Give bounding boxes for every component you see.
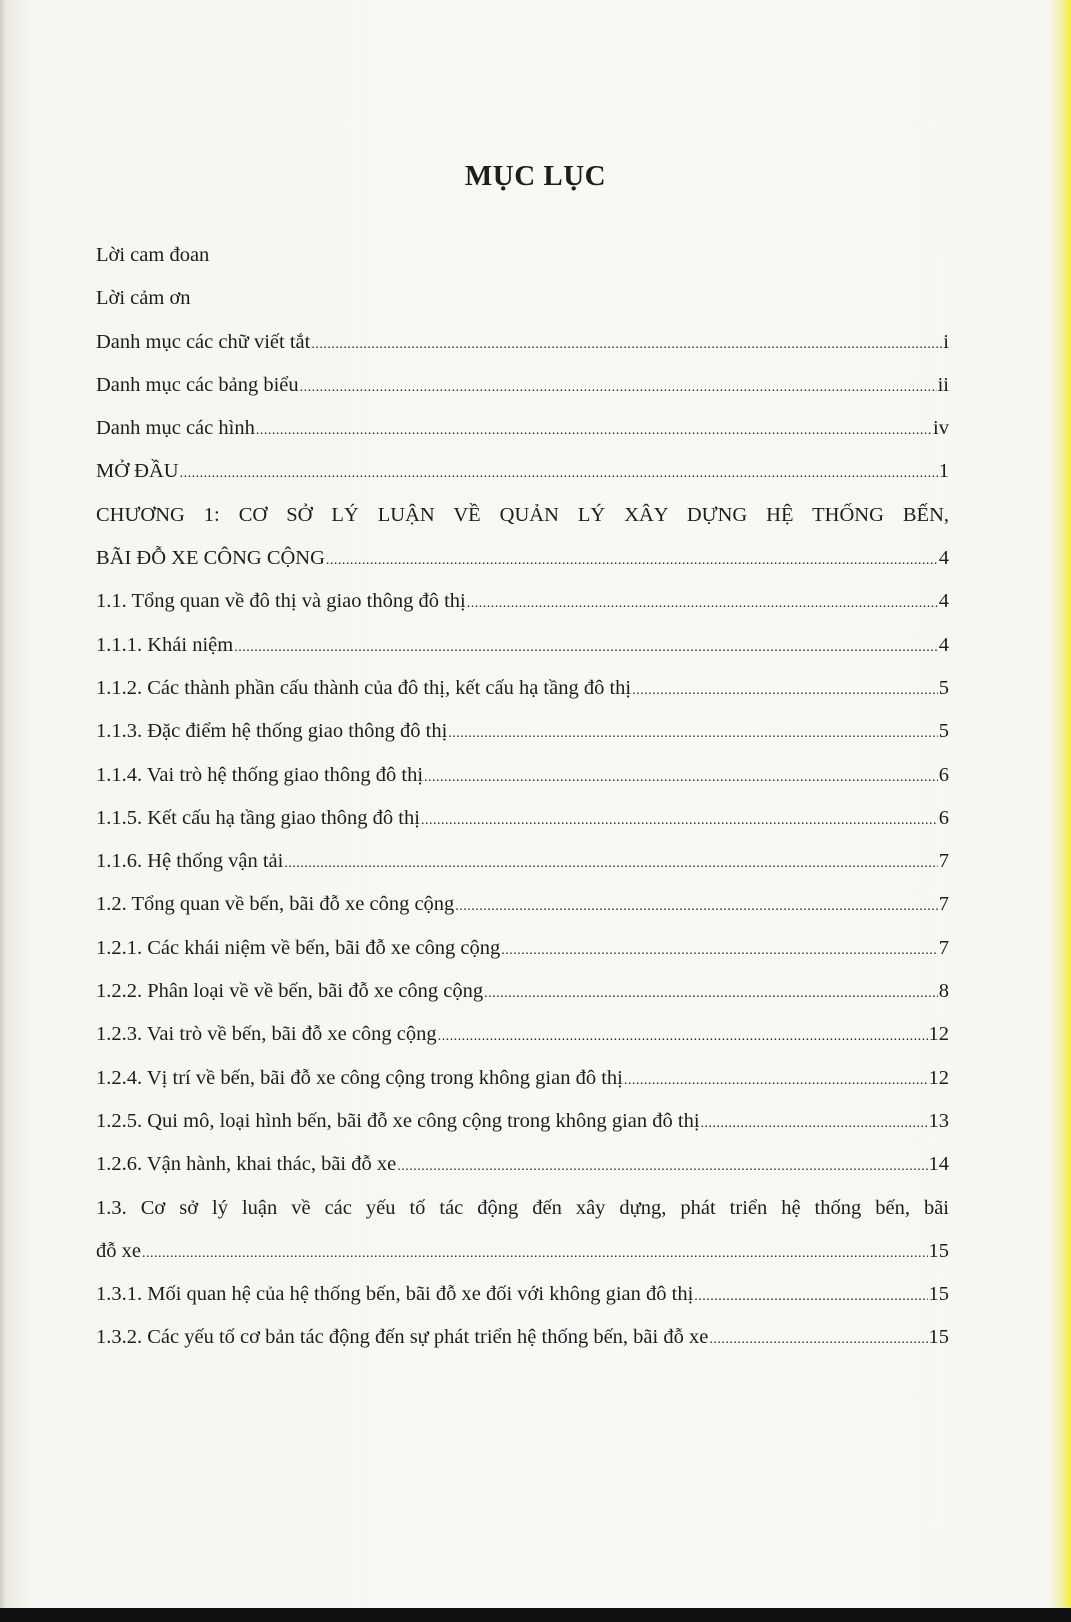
toc-page-number: 8 [938,980,949,1003]
toc-entry [96,1322,949,1365]
toc-entry [96,846,949,889]
toc-page-number: 4 [938,547,949,570]
dot-leader [256,413,932,446]
toc-entry-title: 1.2.5. Qui mô, loại hình bến, bãi đỗ xe công cộng trong không gian đô thị [96,1109,700,1132]
toc-entry [96,1106,949,1149]
toc-entry-title: BÃI ĐỖ XE CÔNG CỘNG [96,547,325,570]
toc-page-number: 1 [938,460,949,483]
dot-leader [701,1106,928,1139]
scan-edge [0,1608,1071,1622]
dot-leader [421,803,938,836]
toc-entry [96,1019,949,1062]
toc-entry-title: 1.2.2. Phân loại về về bến, bãi đỗ xe công cộng [96,980,484,1003]
toc-entry-title: 1.2. Tổng quan về bến, bãi đỗ xe công cộng [96,893,455,916]
toc-entry-title: 1.2.6. Vận hành, khai thác, bãi đỗ xe [96,1153,397,1176]
toc-page-number: 4 [938,633,949,656]
dot-leader [300,370,937,403]
toc-entry-title: 1.2.3. Vai trò về bến, bãi đỗ xe công cộng [96,1023,437,1046]
toc-page-number: 15 [928,1239,949,1262]
dot-leader [397,1149,927,1182]
toc-page-number: 5 [938,720,949,743]
toc-page-number: 6 [938,763,949,786]
toc-entry-title: 1.2.4. Vị trí về bến, bãi đỗ xe công cộng trong không gian đô thị [96,1066,623,1089]
toc-entry-line [96,1193,949,1236]
toc-entry-title: 1.1.5. Kết cấu hạ tầng giao thông đô thị [96,806,420,829]
toc-entry [96,543,949,586]
toc-page-number: 7 [938,936,949,959]
toc-entry [96,760,949,803]
dot-leader [326,543,938,576]
dot-leader [438,1019,928,1052]
toc-page-number: 15 [928,1283,949,1306]
toc-entry-title: CHƯƠNG 1: CƠ SỞ LÝ LUẬN VỀ QUẢN LÝ XÂY DỰNG HỆ THỐNG BẾN, [96,503,949,526]
dot-leader [284,846,937,879]
toc-entry-title: 1.1.2. Các thành phần cấu thành của đô thị, kết cấu hạ tầng đô thị [96,676,632,699]
toc-entry [96,889,949,932]
toc-page-number: 14 [928,1153,949,1176]
toc-page-number: 7 [938,893,949,916]
toc-entry-line [96,500,949,543]
toc-entry [96,976,949,1019]
toc-entry-title: Lời cảm ơn [96,287,191,310]
toc-page-number: 12 [928,1066,949,1089]
toc-entry [96,673,949,716]
toc-entry-title: 1.1.3. Đặc điểm hệ thống giao thông đô thị [96,720,448,743]
toc-page-number: 4 [938,590,949,613]
dot-leader [424,760,938,793]
dot-leader [455,889,937,922]
toc-entry [96,327,949,370]
toc-entry-title: 1.3. Cơ sở lý luận về các yếu tố tác động đến xây dựng, phát triển hệ thống bến, bãi [96,1196,949,1219]
dot-leader [484,976,938,1009]
table-of-contents [96,240,949,1366]
dot-leader [467,586,938,619]
toc-entry-title: 1.2.1. Các khái niệm về bến, bãi đỗ xe công cộng [96,936,501,959]
toc-entry-title: Lời cam đoan [96,244,210,266]
dot-leader [311,327,942,360]
toc-entry-title: 1.1. Tổng quan về đô thị và giao thông đô thị [96,590,466,613]
toc-entry [96,240,949,283]
toc-entry-title: MỞ ĐẦU [96,460,179,483]
toc-page-number: iv [933,417,949,440]
toc-page-number: i [943,330,949,353]
toc-entry [96,1149,949,1192]
dot-leader [632,673,938,706]
dot-leader [180,456,938,489]
toc-entry-title: 1.3.2. Các yếu tố cơ bản tác động đến sự phát triển hệ thống bến, bãi đỗ xe [96,1326,709,1349]
toc-page-number: 15 [928,1326,949,1349]
toc-page-number: 7 [938,850,949,873]
toc-entry-title: Danh mục các chữ viết tắt [96,330,311,353]
dot-leader [448,716,937,749]
dot-leader [709,1322,927,1355]
toc-page-number: ii [937,373,949,396]
toc-entry [96,1236,949,1279]
toc-entry [96,803,949,846]
toc-entry-title: 1.1.4. Vai trò hệ thống giao thông đô thị [96,763,424,786]
toc-entry-title: Danh mục các bảng biểu [96,373,299,396]
page-title: MỤC LỤC [464,160,607,192]
toc-entry-title: 1.3.1. Mối quan hệ của hệ thống bến, bãi đỗ xe đối với không gian đô thị [96,1283,694,1306]
dot-leader [624,1063,928,1096]
toc-entry [96,413,949,456]
toc-entry [96,586,949,629]
toc-entry-title: 1.1.6. Hệ thống vận tải [96,850,284,873]
toc-page-number: 6 [938,806,949,829]
toc-entry [96,630,949,673]
toc-entry [96,456,949,499]
toc-entry-title: đỗ xe [96,1239,141,1262]
dot-leader [142,1236,928,1269]
toc-entry [96,370,949,413]
dot-leader [694,1279,927,1312]
toc-page-number: 5 [938,676,949,699]
toc-entry-title: 1.1.1. Khái niệm [96,633,234,656]
dot-leader [234,630,938,663]
toc-entry [96,1063,949,1106]
toc-entry [96,1279,949,1322]
toc-entry [96,283,949,326]
toc-page-number: 13 [928,1109,949,1132]
toc-entry [96,716,949,759]
toc-entry-title: Danh mục các hình [96,417,255,440]
dot-leader [501,933,938,966]
toc-page-number: 12 [928,1023,949,1046]
toc-entry [96,933,949,976]
